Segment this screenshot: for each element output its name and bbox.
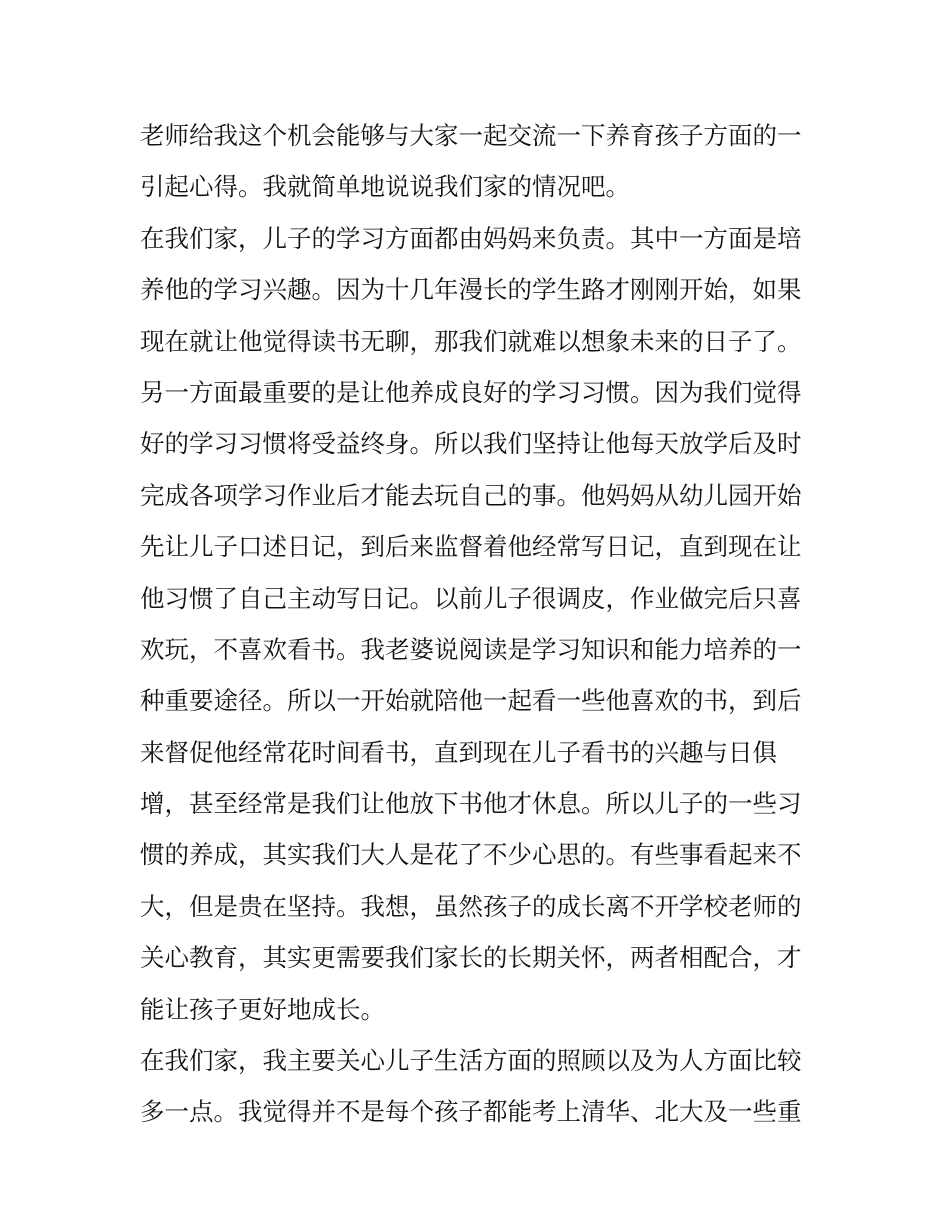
body-text [140, 110, 820, 1138]
text-line: 老师给我这个机会能够与大家一起交流一下养育孩子方面的一 [140, 121, 802, 150]
text-line: 在我们家，我主要关心儿子生活方面的照顾以及为人方面比较 [140, 1046, 802, 1076]
text-line: 欢玩，不喜欢看书。我老婆说阅读是学习知识和能力培养的一 [140, 634, 802, 664]
text-line: 养他的学习兴趣。因为十几年漫长的学生路才刚刚开始，如果 [140, 275, 802, 305]
text-line: 引起心得。我就简单地说说我们家的情况吧。 [140, 172, 630, 202]
text-line: 来督促他经常花时间看书，直到现在儿子看书的兴趣与日俱 [140, 737, 777, 767]
text-line: 惯的养成，其实我们大人是花了不少心思的。有些事看起来不 [140, 840, 802, 870]
text-line: 他习惯了自己主动写日记。以前儿子很调皮，作业做完后只喜 [140, 583, 802, 613]
text-line: 好的学习习惯将受益终身。所以我们坚持让他每天放学后及时 [140, 429, 802, 459]
text-line: 多一点。我觉得并不是每个孩子都能考上清华、北大及一些重 [140, 1097, 802, 1127]
text-line: 种重要途径。所以一开始就陪他一起看一些他喜欢的书，到后 [140, 686, 802, 716]
text-line: 能让孩子更好地成长。 [140, 994, 385, 1024]
text-line: 先让儿子口述日记，到后来监督着他经常写日记，直到现在让 [140, 532, 802, 562]
text-line: 大，但是贵在坚持。我想，虽然孩子的成长离不开学校老师的 [140, 891, 802, 921]
text-line: 完成各项学习作业后才能去玩自己的事。他妈妈从幼儿园开始 [140, 480, 802, 510]
text-line: 现在就让他觉得读书无聊，那我们就难以想象未来的日子了。 [140, 326, 802, 356]
text-line: 增，甚至经常是我们让他放下书他才休息。所以儿子的一些习 [140, 789, 802, 819]
text-line: 在我们家，儿子的学习方面都由妈妈来负责。其中一方面是培 [140, 223, 802, 253]
text-line: 另一方面最重要的是让他养成良好的学习习惯。因为我们觉得 [140, 377, 802, 407]
text-line: 关心教育，其实更需要我们家长的长期关怀，两者相配合，才 [140, 943, 802, 973]
